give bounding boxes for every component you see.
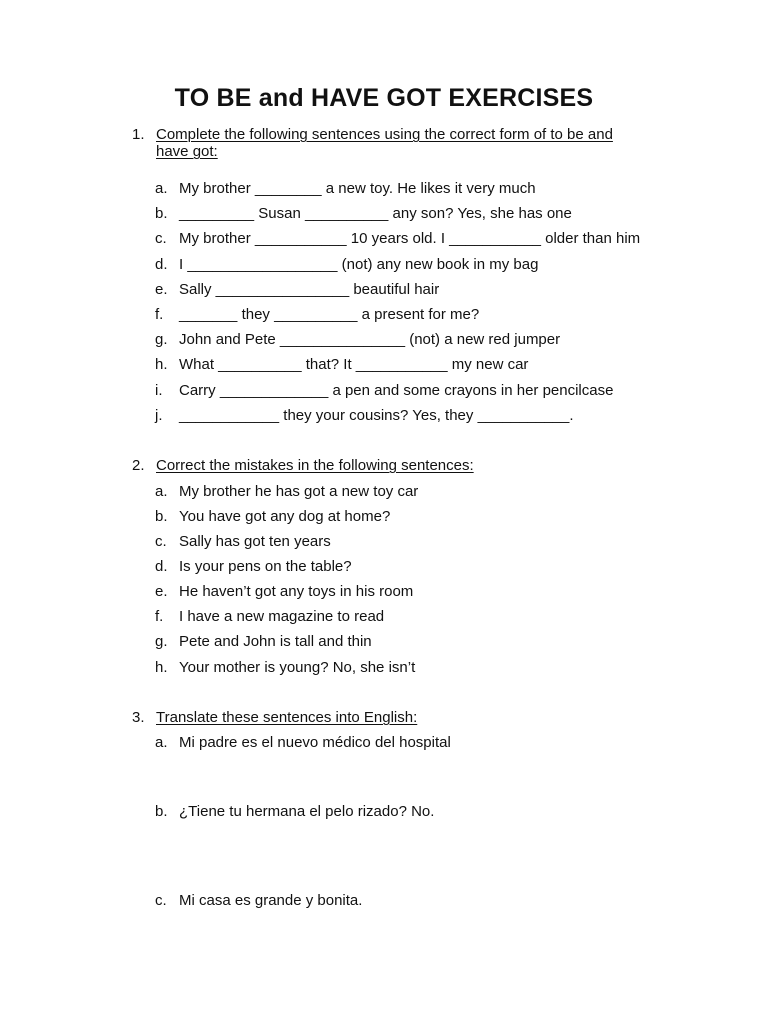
item-letter: d. [155, 256, 168, 273]
item-text: ¿Tiene tu hermana el pelo rizado? No. [179, 803, 435, 820]
item-text: Carry _____________ a pen and some crayons in her pencilcase [179, 382, 614, 399]
q2-item-d [155, 558, 352, 575]
q3-item-b [155, 803, 434, 820]
item-text: I __________________ (not) any new book in my bag [179, 256, 539, 273]
item-text: My brother he has got a new toy car [179, 483, 419, 500]
question-2-heading: Correct the mistakes in the following sentences: [156, 457, 474, 474]
q2-item-a [155, 483, 418, 500]
item-text: _______ they __________ a present for me? [179, 306, 480, 323]
item-letter: i. [155, 382, 163, 399]
item-text: Sally has got ten years [179, 533, 331, 550]
q1-item-h [155, 356, 528, 373]
item-text: I have a new magazine to read [179, 608, 385, 625]
item-letter: e. [155, 281, 168, 298]
question-2-number: 2. [132, 457, 145, 474]
item-letter: a. [155, 734, 168, 751]
item-letter: e. [155, 583, 168, 600]
q1-item-c [155, 230, 640, 247]
item-letter: j. [155, 407, 163, 424]
item-letter: c. [155, 892, 167, 909]
item-letter: c. [155, 230, 167, 247]
item-letter: a. [155, 180, 168, 197]
item-letter: b. [155, 508, 168, 525]
item-text: John and Pete _______________ (not) a new red jumper [179, 331, 561, 348]
item-text: Mi casa es grande y bonita. [179, 892, 363, 909]
question-1-number: 1. [132, 126, 145, 143]
item-text: My brother ___________ 10 years old. I ___________ older than him [179, 230, 641, 247]
question-3-heading: Translate these sentences into English: [156, 709, 418, 726]
q1-item-g [155, 331, 560, 348]
q2-item-e [155, 583, 413, 600]
item-text: He haven’t got any toys in his room [179, 583, 414, 600]
q3-item-a [155, 734, 451, 751]
q1-item-d [155, 256, 538, 273]
q1-item-b [155, 205, 572, 222]
item-text: Is your pens on the table? [179, 558, 352, 575]
q1-item-a [155, 180, 536, 197]
q2-item-g [155, 633, 372, 650]
worksheet-title: TO BE and HAVE GOT EXERCISES [174, 84, 594, 112]
item-letter: f. [155, 306, 164, 323]
item-text: You have got any dog at home? [179, 508, 391, 525]
q3-item-c [155, 892, 362, 909]
item-letter: h. [155, 659, 168, 676]
q1-item-f [155, 306, 479, 323]
question-1-heading: Complete the following sentences using the correct form of to be and have got: [156, 126, 613, 160]
q1-item-i [155, 382, 613, 399]
item-letter: f. [155, 608, 164, 625]
item-text: ____________ they your cousins? Yes, they ___________. [179, 407, 574, 424]
item-text: Mi padre es el nuevo médico del hospital [179, 734, 451, 751]
item-text: Your mother is young? No, she isn’t [179, 659, 416, 676]
q2-item-h [155, 659, 415, 676]
item-text: Sally ________________ beautiful hair [179, 281, 440, 298]
item-letter: g. [155, 331, 168, 348]
item-letter: a. [155, 483, 168, 500]
item-letter: b. [155, 803, 168, 820]
item-letter: c. [155, 533, 167, 550]
item-letter: h. [155, 356, 168, 373]
question-3-number: 3. [132, 709, 145, 726]
item-text: _________ Susan __________ any son? Yes, she has one [179, 205, 572, 222]
item-letter: d. [155, 558, 168, 575]
item-letter: g. [155, 633, 168, 650]
item-text: Pete and John is tall and thin [179, 633, 372, 650]
item-text: What __________ that? It ___________ my new car [179, 356, 529, 373]
q2-item-f [155, 608, 384, 625]
q1-item-j [155, 407, 574, 424]
q2-item-c [155, 533, 331, 550]
q2-item-b [155, 508, 390, 525]
item-letter: b. [155, 205, 168, 222]
q1-item-e [155, 281, 439, 298]
item-text: My brother ________ a new toy. He likes it very much [179, 180, 536, 197]
